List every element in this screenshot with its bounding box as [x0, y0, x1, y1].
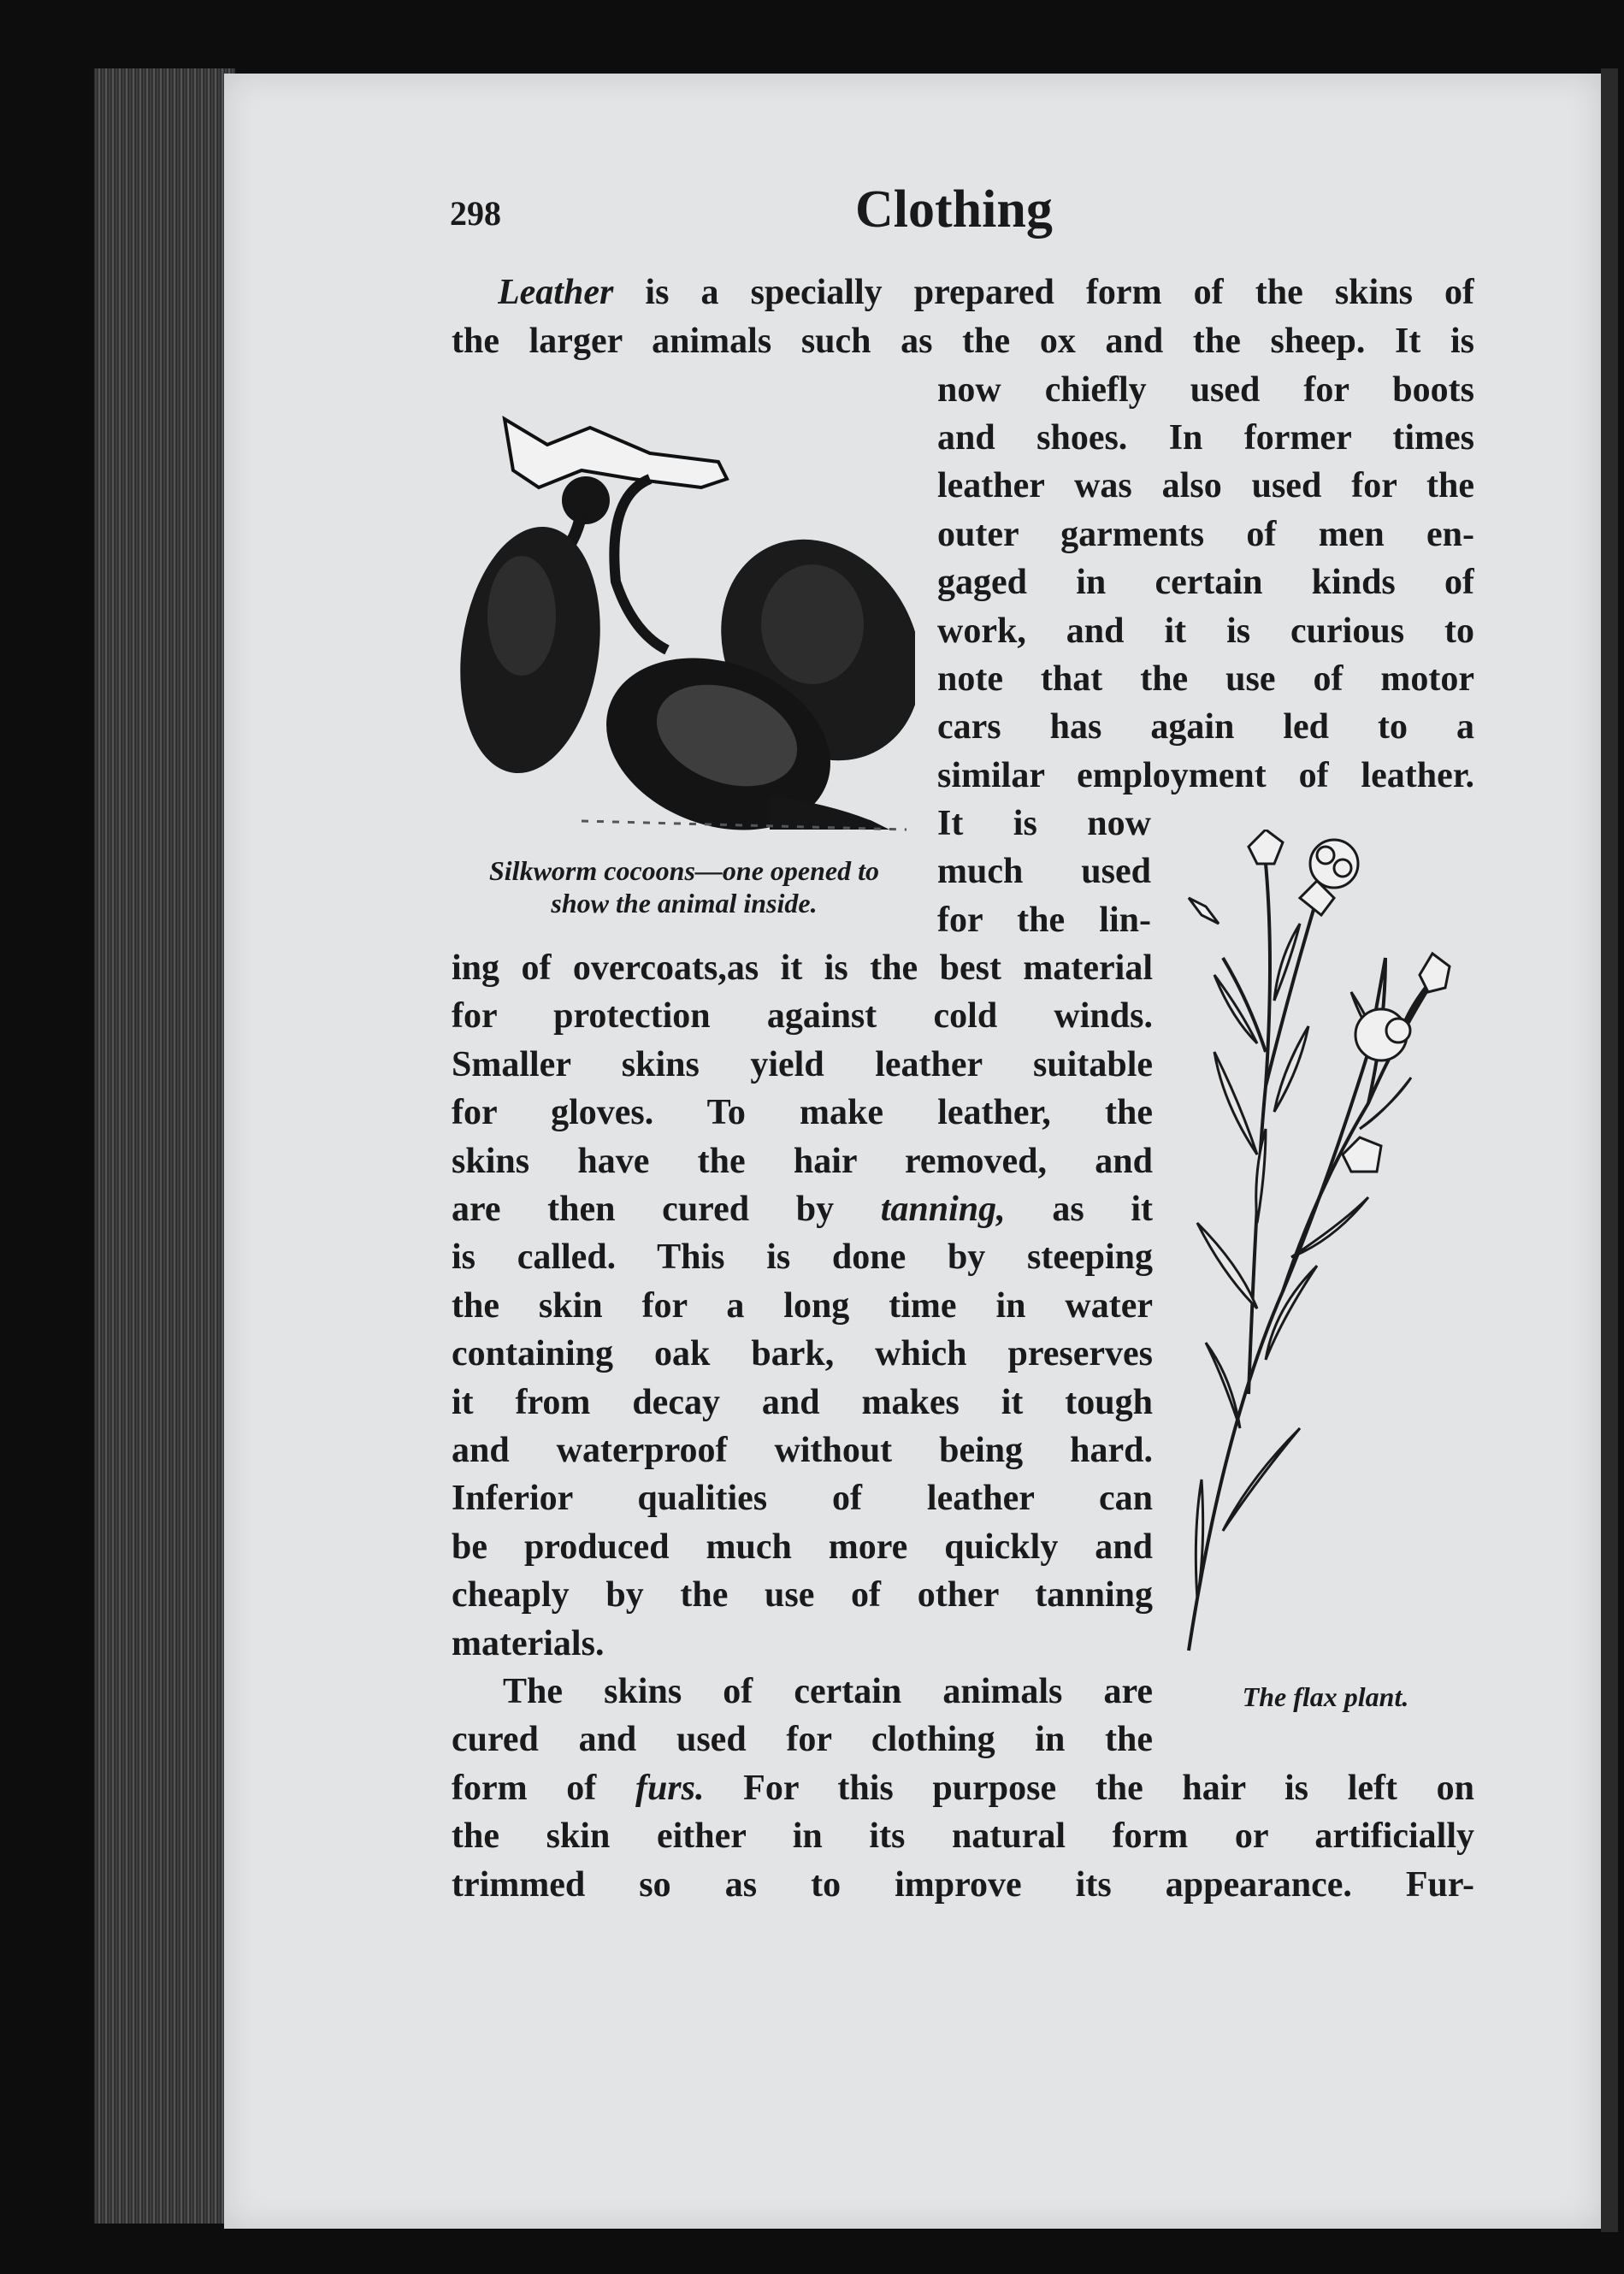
book-right-edge	[1601, 68, 1618, 2232]
body-line: skins have the hair removed, and	[452, 1142, 1153, 1181]
silkworm-cocoons-illustration	[445, 393, 915, 838]
body-line: materials.	[452, 1624, 605, 1663]
body-line: the skin for a long time in water	[452, 1286, 1153, 1326]
body-line: for protection against cold winds.	[452, 996, 1153, 1036]
body-line: leather was also used for the	[937, 466, 1474, 505]
body-line: It is now	[937, 804, 1151, 843]
flax-caption: The flax plant.	[1242, 1681, 1409, 1712]
cocoons-caption-line1: Silkworm cocoons—one opened to	[488, 855, 879, 886]
body-line: work, and it is curious to	[937, 611, 1474, 651]
body-line: ing of overcoats,as it is the best material	[452, 948, 1153, 988]
body-line: the larger animals such as the ox and the sheep. It is	[452, 322, 1474, 361]
body-line: for the lin-	[937, 901, 1151, 940]
body-line: containing oak bark, which preserves	[452, 1334, 1153, 1373]
body-line: much used	[937, 852, 1151, 891]
body-line: it from decay and makes it tough	[452, 1383, 1153, 1422]
body-line: Inferior qualities of leather can	[452, 1479, 1153, 1518]
running-head: Clothing	[855, 180, 1053, 239]
body-line: are then cured by tanning, as it	[452, 1190, 1153, 1229]
term-leather: Leather	[498, 273, 614, 312]
body-line: cheaply by the use of other tanning	[452, 1575, 1153, 1615]
body-line: Leather is a specially prepared form of the skins of	[498, 273, 1474, 312]
body-line: the skin either in its natural form or artificially	[452, 1816, 1474, 1856]
page-number: 298	[450, 194, 501, 233]
book-page-edges	[94, 68, 235, 2224]
body-line: and waterproof without being hard.	[452, 1431, 1153, 1470]
body-line: for gloves. To make leather, the	[452, 1093, 1153, 1132]
body-line: form of furs. For this purpose the hair is left on	[452, 1769, 1474, 1808]
body-line: trimmed so as to improve its appearance. Fur-	[452, 1865, 1474, 1905]
body-line: now chiefly used for boots	[937, 370, 1474, 410]
body-line: cured and used for clothing in the	[452, 1720, 1153, 1759]
body-line: be produced much more quickly and	[452, 1527, 1153, 1567]
body-line: and shoes. In former times	[937, 418, 1474, 458]
body-line: is called. This is done by steeping	[452, 1237, 1153, 1277]
term-furs: furs.	[635, 1769, 705, 1808]
body-line: gaged in certain kinds of	[937, 563, 1474, 602]
cocoons-caption-line2: show the animal inside.	[551, 888, 818, 918]
body-line: note that the use of motor	[937, 659, 1474, 699]
body-line: cars has again led to a	[937, 707, 1474, 747]
body-line: Smaller skins yield leather suitable	[452, 1045, 1153, 1084]
body-line: outer garments of men en-	[937, 515, 1474, 554]
term-tanning: tanning,	[880, 1190, 1006, 1229]
body-line: The skins of certain animals are	[503, 1672, 1153, 1711]
flax-plant-illustration	[1172, 830, 1479, 1668]
body-line: similar employment of leather.	[937, 756, 1474, 795]
